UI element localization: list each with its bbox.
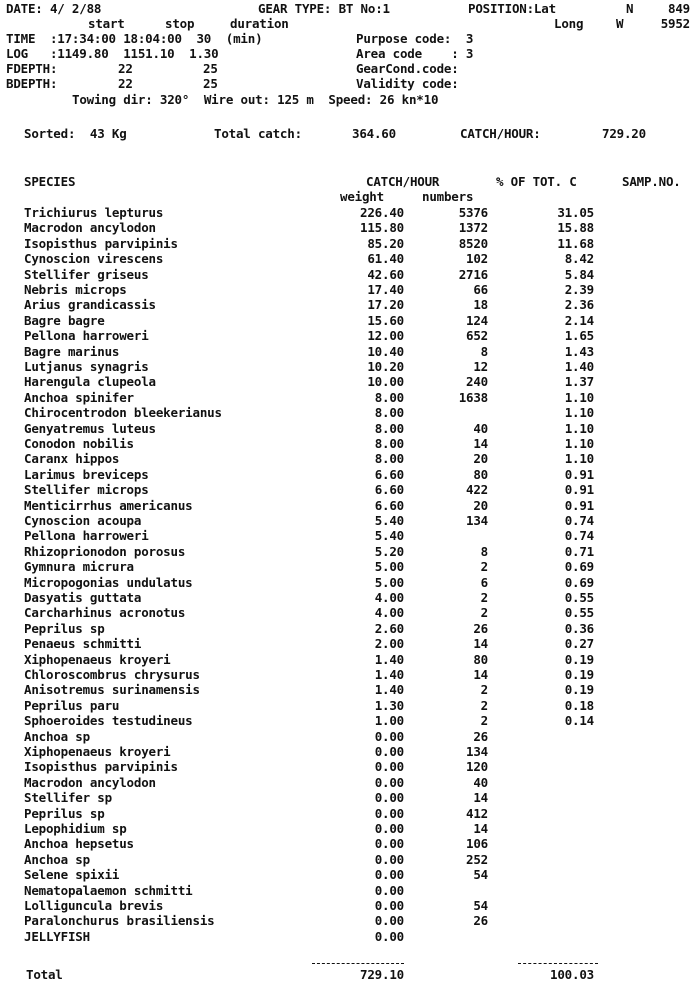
time-line: TIME :17:34:00 18:04:00 30 (min): [6, 31, 263, 46]
pct-of-total: 1.37: [564, 374, 594, 389]
catch-numbers: 40: [473, 775, 488, 790]
catch-numbers: 14: [473, 790, 488, 805]
pct-of-total: 0.69: [564, 559, 594, 574]
species-name: Harengula clupeola: [24, 374, 156, 389]
species-name: Paralonchurus brasiliensis: [24, 913, 215, 928]
pct-of-total: 0.74: [564, 528, 594, 543]
catch-numbers: 20: [473, 451, 488, 466]
catch-weight: 5.40: [374, 513, 404, 528]
species-name: Lepophidium sp: [24, 821, 127, 836]
catch-weight: 5.00: [374, 575, 404, 590]
species-name: Macrodon ancylodon: [24, 775, 156, 790]
catch-numbers: 652: [466, 328, 488, 343]
species-name: Sphoeroides testudineus: [24, 713, 193, 728]
species-name: Conodon nobilis: [24, 436, 134, 451]
pct-of-total: 5.84: [564, 267, 594, 282]
towing-line: Towing dir: 320° Wire out: 125 m Speed: 26 kn*10: [72, 92, 439, 107]
species-name: Caranx hippos: [24, 451, 120, 466]
catch-weight: 1.00: [374, 713, 404, 728]
species-name: Cynoscion acoupa: [24, 513, 142, 528]
long-hemisphere: W: [616, 16, 624, 31]
catch-weight: 61.40: [367, 251, 404, 266]
pct-of-total: 2.14: [564, 313, 594, 328]
catch-numbers: 12: [473, 359, 488, 374]
total-weight-rule: [312, 963, 404, 964]
catch-numbers: 1638: [458, 390, 488, 405]
catch-weight: 0.00: [374, 913, 404, 928]
catch-numbers: 2: [480, 713, 488, 728]
species-name: Carcharhinus acronotus: [24, 605, 186, 620]
catch-weight: 1.30: [374, 698, 404, 713]
catch-numbers: 422: [466, 482, 488, 497]
species-name: Bagre bagre: [24, 313, 105, 328]
position-label: POSITION:Lat: [468, 1, 556, 16]
species-name: Peprilus paru: [24, 698, 120, 713]
catch-weight: 8.00: [374, 451, 404, 466]
catch-numbers: 2: [480, 682, 488, 697]
total-label: Total: [26, 967, 63, 982]
catch-weight: 10.40: [367, 344, 404, 359]
species-name: Lutjanus synagris: [24, 359, 149, 374]
pct-of-total: 0.36: [564, 621, 594, 636]
catch-weight: 12.00: [367, 328, 404, 343]
catch-weight: 0.00: [374, 883, 404, 898]
pct-of-total: 0.91: [564, 482, 594, 497]
catch-weight: 115.80: [360, 220, 404, 235]
species-name: Genyatremus luteus: [24, 421, 156, 436]
catch-numbers: 2716: [458, 267, 488, 282]
pct-of-total: 1.43: [564, 344, 594, 359]
catch-weight: 0.00: [374, 744, 404, 759]
long-value: 5952: [660, 16, 690, 31]
species-name: Bagre marinus: [24, 344, 120, 359]
species-name: Cynoscion virescens: [24, 251, 164, 266]
species-name: JELLYFISH: [24, 929, 90, 944]
species-name: Peprilus sp: [24, 621, 105, 636]
pct-of-total: 0.18: [564, 698, 594, 713]
catch-weight: 1.40: [374, 682, 404, 697]
catch-weight: 0.00: [374, 759, 404, 774]
catch-numbers: 134: [466, 513, 488, 528]
col-numbers-subheader: numbers: [422, 189, 474, 204]
species-name: Trichiurus lepturus: [24, 205, 164, 220]
pct-of-total: 11.68: [557, 236, 594, 251]
col-stop-label: stop: [165, 16, 195, 31]
species-name: Chloroscombrus chrysurus: [24, 667, 200, 682]
total-catch-value: 364.60: [352, 126, 396, 141]
species-name: Penaeus schmitti: [24, 636, 142, 651]
catch-numbers: 252: [466, 852, 488, 867]
species-name: Isopisthus parvipinis: [24, 236, 178, 251]
bdepth-label: BDEPTH:: [6, 76, 58, 91]
catch-weight: 0.00: [374, 729, 404, 744]
catch-weight: 5.40: [374, 528, 404, 543]
catch-weight: 8.00: [374, 421, 404, 436]
species-name: Isopisthus parvipinis: [24, 759, 178, 774]
catch-weight: 4.00: [374, 590, 404, 605]
catch-numbers: 8: [480, 344, 488, 359]
pct-of-total: 0.27: [564, 636, 594, 651]
catch-numbers: 14: [473, 436, 488, 451]
catch-weight: 6.60: [374, 482, 404, 497]
catch-weight: 10.00: [367, 374, 404, 389]
total-weight: 729.10: [360, 967, 404, 982]
pct-of-total: 1.10: [564, 421, 594, 436]
catch-numbers: 2: [480, 590, 488, 605]
species-name: Anchoa spinifer: [24, 390, 134, 405]
col-species-header: SPECIES: [24, 174, 76, 189]
catch-weight: 5.00: [374, 559, 404, 574]
pct-of-total: 0.14: [564, 713, 594, 728]
col-weight-subheader: weight: [340, 189, 384, 204]
catch-numbers: 2: [480, 559, 488, 574]
catch-weight: 1.40: [374, 667, 404, 682]
species-name: Stellifer griseus: [24, 267, 149, 282]
catch-weight: 1.40: [374, 652, 404, 667]
gearcond-code: GearCond.code:: [356, 61, 459, 76]
pct-of-total: 1.10: [564, 451, 594, 466]
species-name: Arius grandicassis: [24, 297, 156, 312]
species-name: Lolliguncula brevis: [24, 898, 164, 913]
catch-numbers: 14: [473, 821, 488, 836]
pct-of-total: 0.69: [564, 575, 594, 590]
col-pct-header: % OF TOT. C: [496, 174, 577, 189]
catch-weight: 0.00: [374, 775, 404, 790]
catch-numbers: 1372: [458, 220, 488, 235]
validity-code: Validity code:: [356, 76, 459, 91]
bdepth-start: 22: [118, 76, 133, 91]
catch-numbers: 26: [473, 913, 488, 928]
species-name: Nebris microps: [24, 282, 127, 297]
species-name: Menticirrhus americanus: [24, 498, 193, 513]
pct-of-total: 0.19: [564, 682, 594, 697]
species-name: Anisotremus surinamensis: [24, 682, 200, 697]
catch-numbers: 18: [473, 297, 488, 312]
col-catch-hour-header: CATCH/HOUR: [366, 174, 440, 189]
catch-weight: 6.60: [374, 498, 404, 513]
catch-numbers: 26: [473, 621, 488, 636]
catch-numbers: 106: [466, 836, 488, 851]
catch-weight: 0.00: [374, 929, 404, 944]
pct-of-total: 1.65: [564, 328, 594, 343]
pct-of-total: 1.40: [564, 359, 594, 374]
catch-hour-label: CATCH/HOUR:: [460, 126, 541, 141]
total-pct: 100.03: [550, 967, 594, 982]
species-name: Anchoa hepsetus: [24, 836, 134, 851]
species-name: Dasyatis guttata: [24, 590, 142, 605]
catch-numbers: 20: [473, 498, 488, 513]
catch-weight: 15.60: [367, 313, 404, 328]
catch-weight: 0.00: [374, 867, 404, 882]
catch-numbers: 2: [480, 698, 488, 713]
log-line: LOG :1149.80 1151.10 1.30: [6, 46, 219, 61]
col-start-label: start: [88, 16, 125, 31]
catch-numbers: 54: [473, 867, 488, 882]
catch-weight: 0.00: [374, 852, 404, 867]
catch-numbers: 124: [466, 313, 488, 328]
pct-of-total: 0.19: [564, 667, 594, 682]
area-code: Area code : 3: [356, 46, 474, 61]
catch-weight: 0.00: [374, 790, 404, 805]
species-name: Macrodon ancylodon: [24, 220, 156, 235]
fdepth-label: FDEPTH:: [6, 61, 58, 76]
catch-hour-value: 729.20: [602, 126, 646, 141]
catch-weight: 17.20: [367, 297, 404, 312]
catch-numbers: 8520: [458, 236, 488, 251]
catch-weight: 226.40: [360, 205, 404, 220]
catch-numbers: 80: [473, 652, 488, 667]
catch-numbers: 8: [480, 544, 488, 559]
catch-numbers: 66: [473, 282, 488, 297]
col-samp-header: SAMP.NO.: [622, 174, 681, 189]
catch-numbers: 412: [466, 806, 488, 821]
catch-numbers: 14: [473, 667, 488, 682]
species-name: Nematopalaemon schmitti: [24, 883, 193, 898]
species-name: Gymnura micrura: [24, 559, 134, 574]
catch-weight: 8.00: [374, 436, 404, 451]
pct-of-total: 0.91: [564, 467, 594, 482]
catch-weight: 85.20: [367, 236, 404, 251]
species-name: Peprilus sp: [24, 806, 105, 821]
catch-weight: 10.20: [367, 359, 404, 374]
catch-numbers: 5376: [458, 205, 488, 220]
pct-of-total: 0.19: [564, 652, 594, 667]
lat-value: 849: [668, 1, 690, 16]
catch-weight: 8.00: [374, 390, 404, 405]
catch-weight: 0.00: [374, 836, 404, 851]
species-name: Larimus breviceps: [24, 467, 149, 482]
catch-weight: 8.00: [374, 405, 404, 420]
catch-numbers: 240: [466, 374, 488, 389]
species-name: Xiphopenaeus kroyeri: [24, 652, 171, 667]
catch-numbers: 40: [473, 421, 488, 436]
pct-of-total: 0.91: [564, 498, 594, 513]
purpose-code: Purpose code: 3: [356, 31, 474, 46]
fdepth-start: 22: [118, 61, 133, 76]
total-catch-label: Total catch:: [214, 126, 302, 141]
pct-of-total: 0.55: [564, 605, 594, 620]
total-pct-rule: [518, 963, 598, 964]
bdepth-stop: 25: [203, 76, 218, 91]
catch-numbers: 6: [480, 575, 488, 590]
species-name: Pellona harroweri: [24, 328, 149, 343]
catch-weight: 5.20: [374, 544, 404, 559]
pct-of-total: 15.88: [557, 220, 594, 235]
catch-weight: 2.00: [374, 636, 404, 651]
pct-of-total: 0.71: [564, 544, 594, 559]
catch-weight: 0.00: [374, 898, 404, 913]
catch-weight: 0.00: [374, 806, 404, 821]
catch-numbers: 102: [466, 251, 488, 266]
species-name: Anchoa sp: [24, 729, 90, 744]
catch-weight: 2.60: [374, 621, 404, 636]
species-name: Anchoa sp: [24, 852, 90, 867]
catch-weight: 0.00: [374, 821, 404, 836]
catch-numbers: 80: [473, 467, 488, 482]
catch-numbers: 14: [473, 636, 488, 651]
species-name: Pellona harroweri: [24, 528, 149, 543]
pct-of-total: 8.42: [564, 251, 594, 266]
date-label: DATE: 4/ 2/88: [6, 1, 102, 16]
species-name: Stellifer microps: [24, 482, 149, 497]
pct-of-total: 1.10: [564, 436, 594, 451]
gear-type: GEAR TYPE: BT No:1: [258, 1, 390, 16]
catch-numbers: 134: [466, 744, 488, 759]
catch-weight: 17.40: [367, 282, 404, 297]
species-name: Selene spixii: [24, 867, 120, 882]
species-name: Rhizoprionodon porosus: [24, 544, 186, 559]
catch-numbers: 2: [480, 605, 488, 620]
species-name: Chirocentrodon bleekerianus: [24, 405, 222, 420]
catch-numbers: 26: [473, 729, 488, 744]
pct-of-total: 0.55: [564, 590, 594, 605]
pct-of-total: 31.05: [557, 205, 594, 220]
species-name: Micropogonias undulatus: [24, 575, 193, 590]
catch-weight: 4.00: [374, 605, 404, 620]
pct-of-total: 1.10: [564, 405, 594, 420]
sorted-weight: Sorted: 43 Kg: [24, 126, 127, 141]
pct-of-total: 2.36: [564, 297, 594, 312]
species-name: Xiphopenaeus kroyeri: [24, 744, 171, 759]
long-label: Long: [554, 16, 584, 31]
fdepth-stop: 25: [203, 61, 218, 76]
catch-numbers: 120: [466, 759, 488, 774]
catch-weight: 42.60: [367, 267, 404, 282]
pct-of-total: 0.74: [564, 513, 594, 528]
pct-of-total: 2.39: [564, 282, 594, 297]
col-duration-label: duration: [230, 16, 289, 31]
species-name: Stellifer sp: [24, 790, 112, 805]
lat-hemisphere: N: [626, 1, 634, 16]
catch-weight: 6.60: [374, 467, 404, 482]
pct-of-total: 1.10: [564, 390, 594, 405]
catch-numbers: 54: [473, 898, 488, 913]
